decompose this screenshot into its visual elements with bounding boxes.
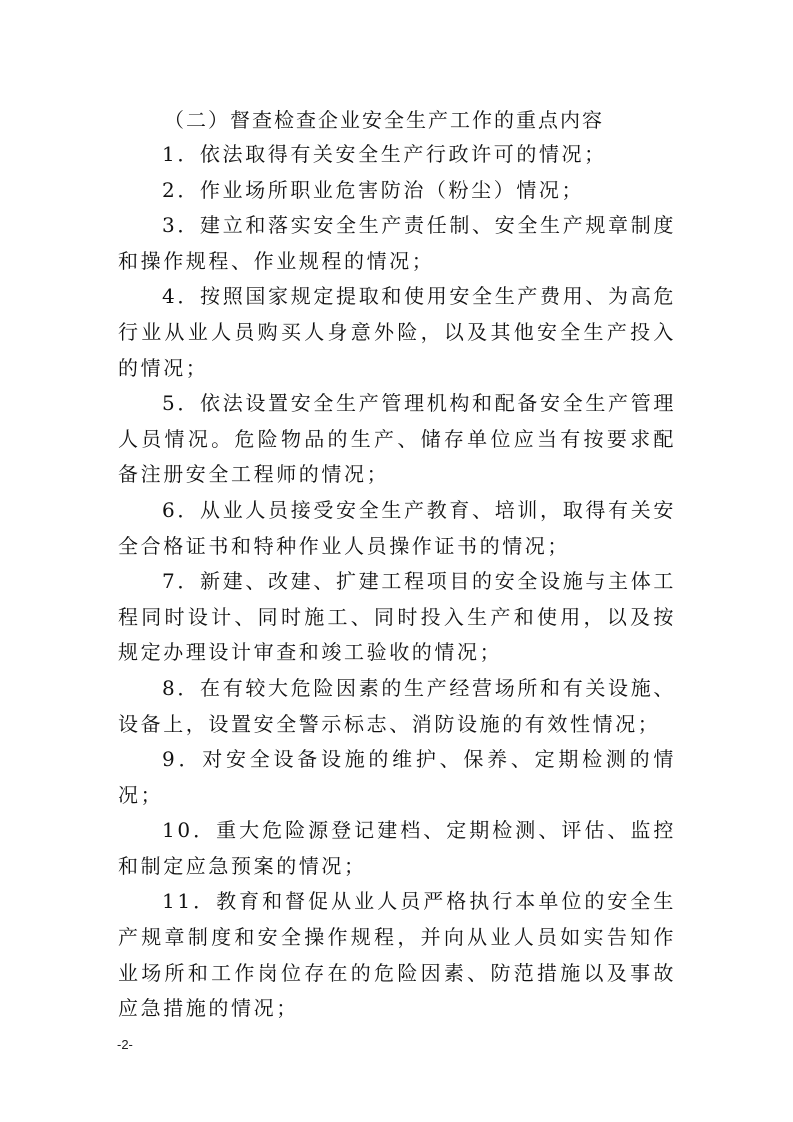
list-item-3: 3．建立和落实安全生产责任制、安全生产规章制度和操作规程、作业规程的情况； <box>118 213 676 273</box>
section-heading: （二）督查检查企业安全生产工作的重点内容 <box>164 108 604 132</box>
page-number: -2- <box>117 1037 133 1052</box>
document-body <box>118 103 676 1027</box>
list-item-9: 9．对安全设备设施的维护、保养、定期检测的情况； <box>118 747 676 807</box>
list-item-8: 8．在有较大危险因素的生产经营场所和有关设施、设备上，设置安全警示标志、消防设施的有效性情况； <box>118 675 676 736</box>
list-item-11: 11．教育和督促从业人员严格执行本单位的安全生产规章制度和安全操作规程，并向从业人员如实告知作业场所和工作岗位存在的危险因素、防范措施以及事故应急措施的情况； <box>118 889 676 1021</box>
list-item-5: 5．依法设置安全生产管理机构和配备安全生产管理人员情况。危险物品的生产、储存单位应当有按要求配备注册安全工程师的情况； <box>118 391 676 487</box>
list-item-1: 1．依法取得有关安全生产行政许可的情况； <box>162 142 607 166</box>
list-item-4: 4．按照国家规定提取和使用安全生产费用、为高危行业从业人员购买人身意外险，以及其他安全生产投入的情况； <box>118 284 676 380</box>
list-item-2: 2．作业场所职业危害防治（粉尘）情况； <box>162 177 585 202</box>
list-item-7: 7．新建、改建、扩建工程项目的安全设施与主体工程同时设计、同时施工、同时投入生产和使用，以及按规定办理设计审查和竣工验收的情况； <box>118 569 676 665</box>
list-item-10: 10．重大危险源登记建档、定期检测、评估、监控和制定应急预案的情况； <box>118 818 676 878</box>
list-item-6: 6．从业人员接受安全生产教育、培训，取得有关安全合格证书和特种作业人员操作证书的情况； <box>118 497 676 558</box>
